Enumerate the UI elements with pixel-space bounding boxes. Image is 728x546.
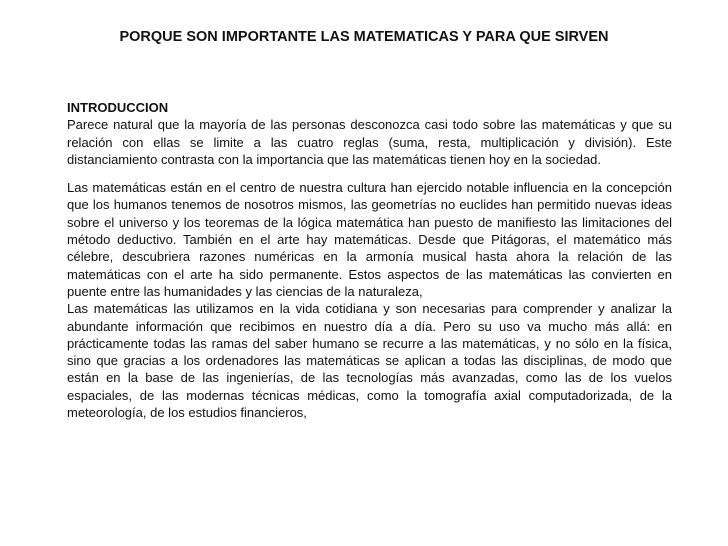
paragraph-culture <box>67 179 672 421</box>
paragraph-intro: Parece natural que la mayoría de las personas desconozca casi todo sobre las matemáticas y que su relación con ellas se limite a las cuatro reglas (suma, resta, multiplicación y división). Este distanciamiento contrasta con la importancia que las matemáticas tienen hoy en la sociedad. <box>67 117 672 167</box>
section-heading: INTRODUCCION <box>67 100 169 115</box>
slide-title: PORQUE SON IMPORTANTE LAS MATEMATICAS Y PARA QUE SIRVEN <box>119 29 609 45</box>
paragraph-daily-use-text: Las matemáticas las utilizamos en la vida cotidiana y son necesarias para comprender y analizar la abundante información que recibimos en nuestro día a día. Pero su uso va mucho más allá: en prácticamente todas las ramas del saber humano se recurre a las matemáticas, y no sólo en la física, sino que gracias a los ordenadores las matemáticas se aplican a todas las disciplinas, de modo que están en la base de las ingenierías, de las tecnologías más avanzadas, como las de los vuelos espaciales, de las modernas técnicas médicas, como la tomografía axial computadorizada, de la meteorología, de los estudios financieros, <box>67 301 672 421</box>
slide-body <box>67 99 672 421</box>
paragraph-culture-text: Las matemáticas están en el centro de nuestra cultura han ejercido notable influencia en la concepción que los humanos tenemos de nosotros mismos, las geometrías no euclides han permitido nuevas ideas sobre el universo y los teoremas de la lógica matemática han puesto de manifiesto las limitaciones del método deductivo. También en el arte hay matemáticas. Desde que Pitágoras, el matemático más célebre, descubriera razones numéricas en la armonía musical hasta ahora la relación de las matemáticas con el arte ha sido permanente. Estos aspectos de las matemáticas las convierten en puente entre las humanidades y las ciencias de la naturaleza, <box>67 180 672 299</box>
